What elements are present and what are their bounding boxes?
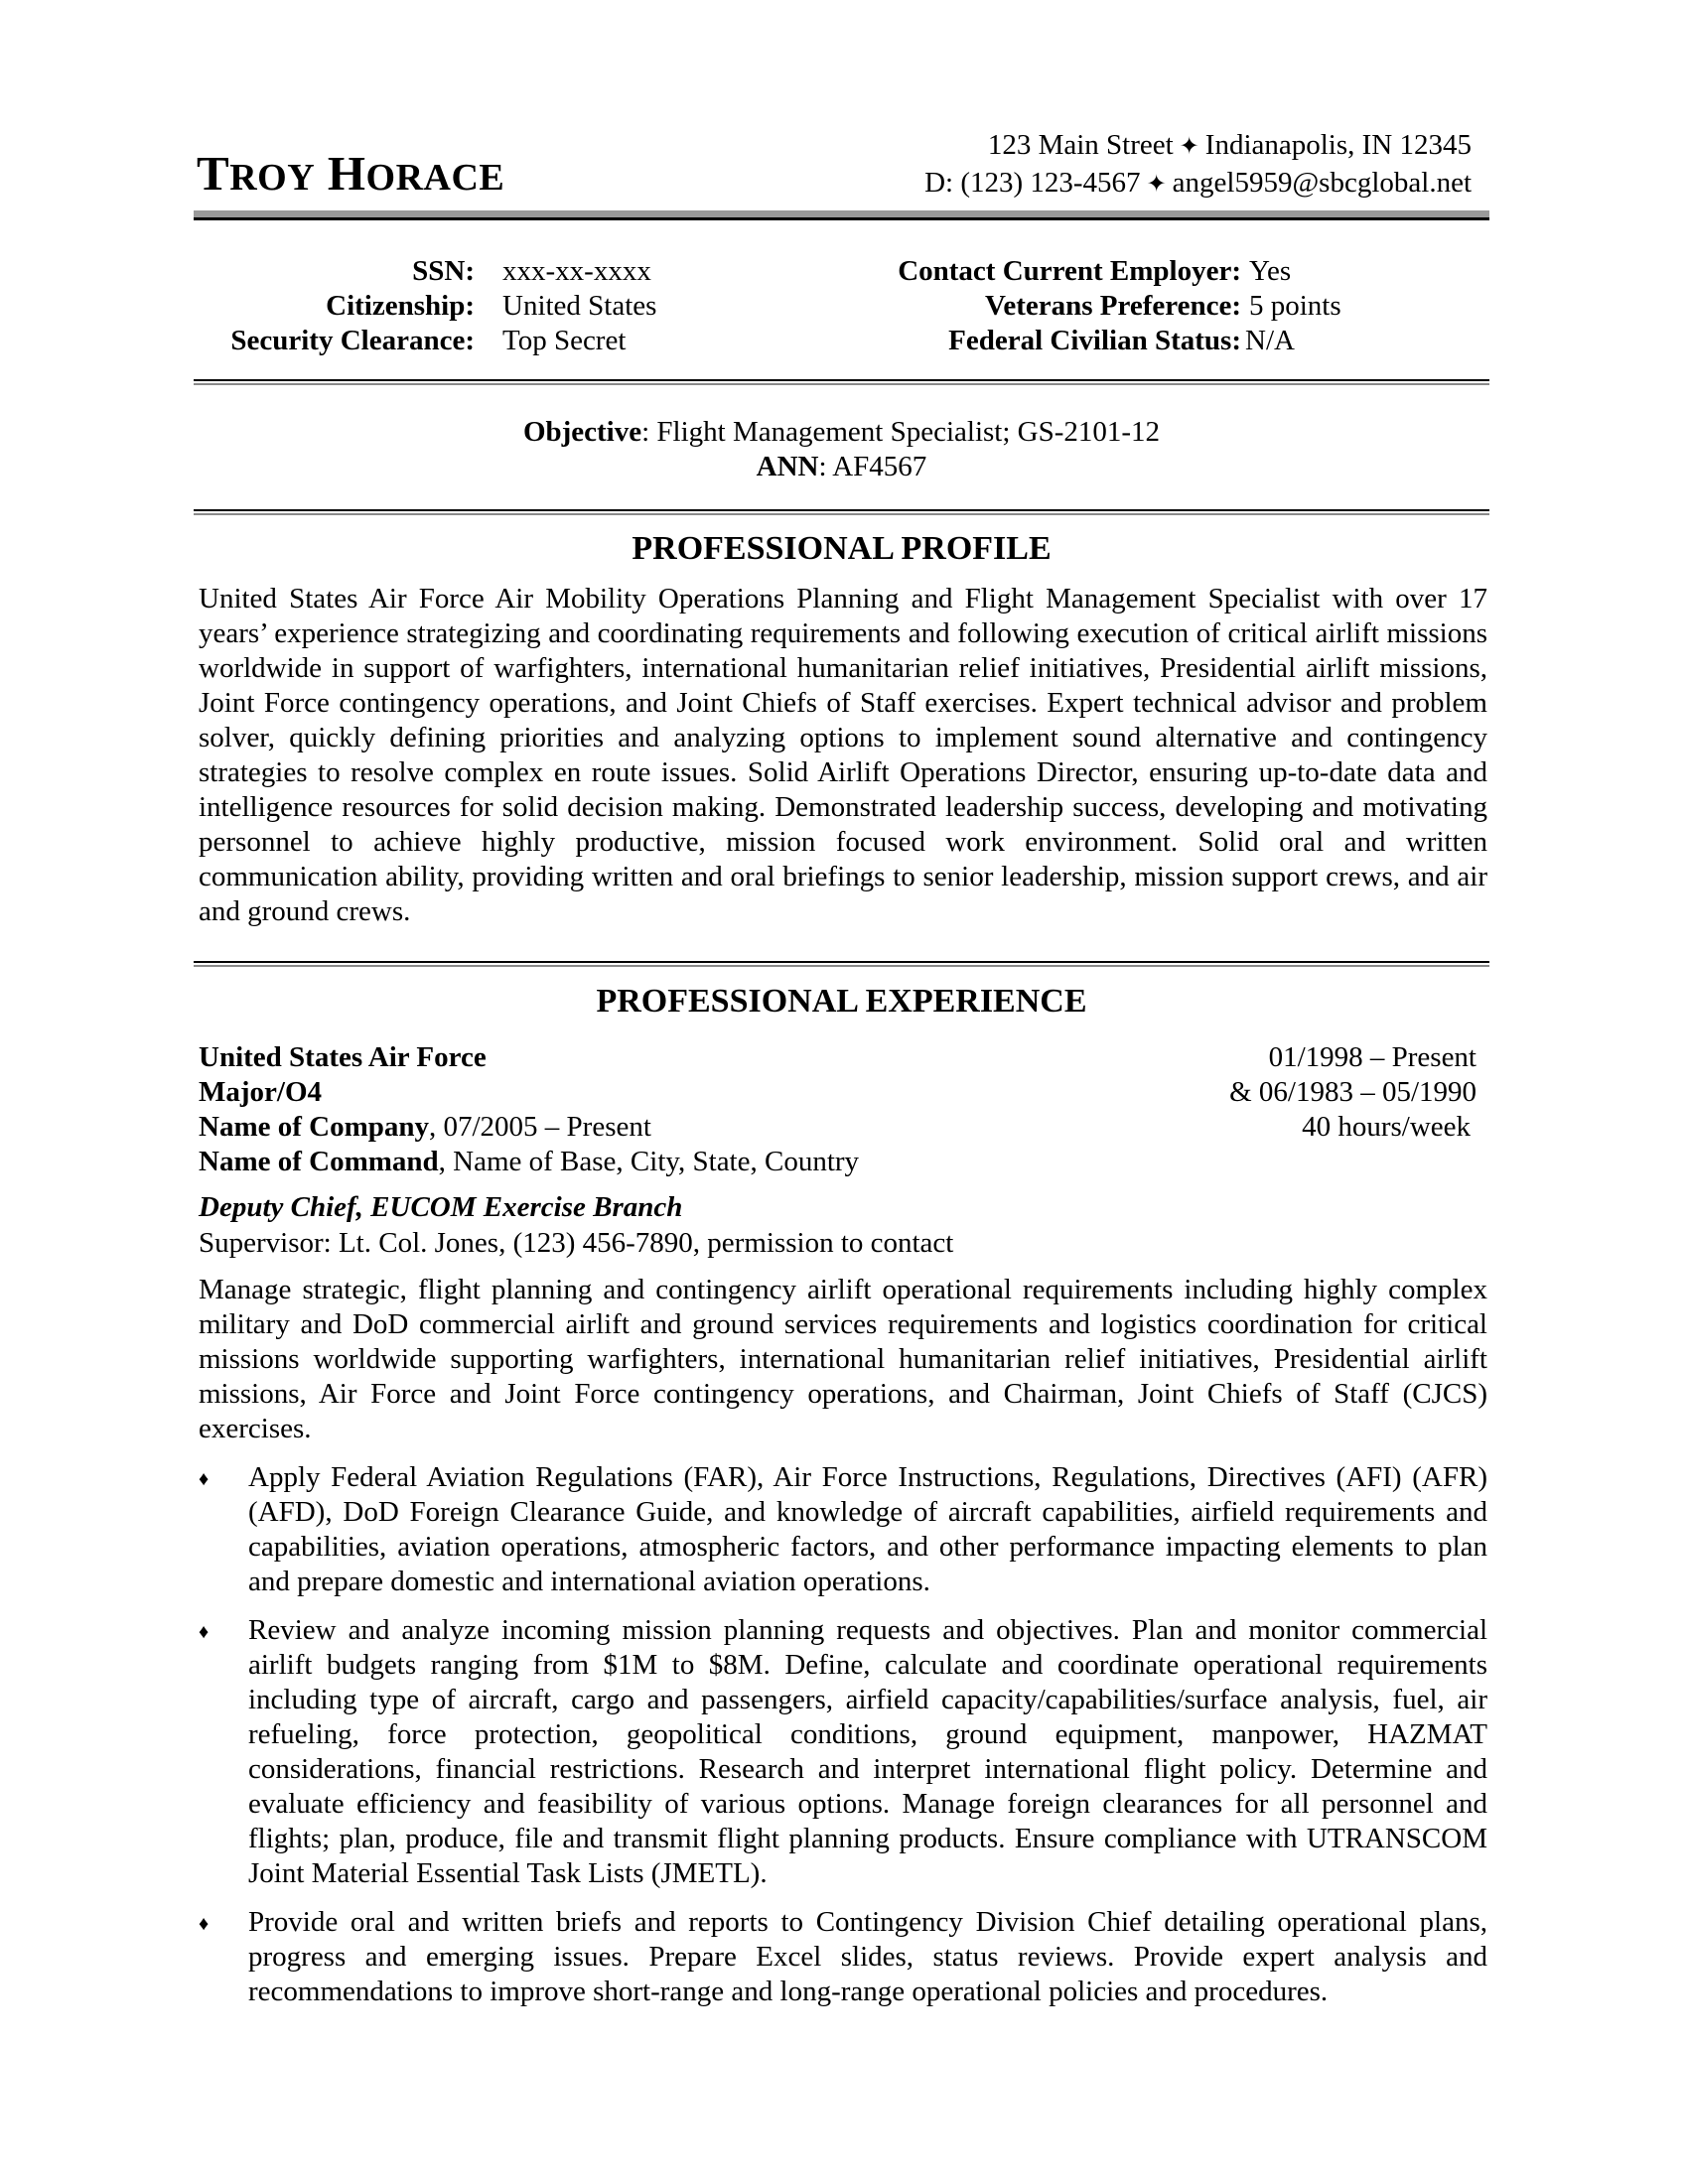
info-value: United States xyxy=(502,290,657,322)
info-row-clearance xyxy=(197,324,656,358)
candidate-name xyxy=(197,146,505,201)
name-last-initial: H xyxy=(327,146,366,201)
name-first-initial: T xyxy=(197,146,230,201)
name-first-rest: ROY xyxy=(229,157,316,199)
bullet-text: Apply Federal Aviation Regulations (FAR), Air Force Instructions, Regulations, Directives (AFI) (AFR) (AFD), DoD Foreign Clearance Guide, and knowledge of aircraft capabilities, airfield requirements and capabilities, aviation operations, atmospheric factors, and other performance impacting elements to plan and prepare domestic and international aviation operations. xyxy=(248,1461,1487,1597)
info-value: Yes xyxy=(1249,255,1292,287)
info-label: Federal Civilian Status: xyxy=(948,325,1241,356)
objective-value: Flight Management Specialist; GS-2101-12 xyxy=(656,416,1161,448)
employer-name: United States Air Force xyxy=(199,1041,487,1073)
diamond-bullet-icon: ♦ xyxy=(199,1621,210,1643)
profile-text: United States Air Force Air Mobility Operations Planning and Flight Management Specialist with over 17 years’ experience strategizing and coordinating requirements and following execution of critical airlift missions worldwide in support of warfighters, international humanitarian relief initiatives, Presidential airlift missions, Joint Force contingency operations, and Joint Chiefs of Staff exercises. Expert technical advisor and problem solver, quickly defining priorities and analyzing options to implement sound alternative and contingency strategies to resolve complex en route issues. Solid Airlift Operations Director, ensuring up-to-date data and intelligence resources for solid decision making. Demonstrated leadership success, developing and motivating personnel to achieve highly productive, mission focused work environment. Solid oral and written communication ability, providing written and oral briefings to senior leadership, mission support crews, and air and ground crews. xyxy=(199,583,1487,927)
company-line xyxy=(199,1110,859,1145)
info-row-federal-status xyxy=(854,324,1341,358)
list-item xyxy=(199,1905,1487,2009)
duties-list xyxy=(199,1460,1487,2023)
separator-star-icon: ✦ xyxy=(1146,172,1167,198)
employment-dates-2: & 06/1983 – 05/1990 xyxy=(1229,1076,1477,1108)
info-row-citizenship xyxy=(197,289,656,324)
objective-label: Objective xyxy=(522,416,642,448)
contact-block xyxy=(578,127,1472,203)
employment-dates-1: 01/1998 – Present xyxy=(1268,1041,1477,1073)
command-label: Name of Command xyxy=(199,1146,439,1177)
bullet-text: Provide oral and written briefs and reports to Contingency Division Chief detailing operational plans, progress and emerging issues. Prepare Excel slides, status reviews. Provide expert analysis and recommendations to improve short-range and long-range operational policies and procedures. xyxy=(248,1906,1487,2007)
employment-dates-block xyxy=(1229,1040,1477,1145)
ann-label: ANN xyxy=(756,451,819,482)
company-dates: , 07/2005 – Present xyxy=(429,1111,651,1143)
info-value: N/A xyxy=(1245,325,1295,356)
info-label: Veterans Preference: xyxy=(985,290,1241,322)
profile-heading: PROFESSIONAL PROFILE xyxy=(632,530,1052,567)
role-title: Deputy Chief, EUCOM Exercise Branch xyxy=(199,1191,683,1223)
profile-rule xyxy=(194,961,1489,967)
address-street: 123 Main Street xyxy=(987,129,1174,161)
supervisor-line: Supervisor: Lt. Col. Jones, (123) 456-7890, permission to contact xyxy=(199,1227,954,1259)
phone-email-line xyxy=(578,165,1472,203)
command-detail: , Name of Base, City, State, Country xyxy=(438,1146,860,1177)
info-label: Contact Current Employer: xyxy=(898,255,1241,287)
list-item xyxy=(199,1460,1487,1599)
email-address[interactable]: angel5959@sbcglobal.net xyxy=(1172,167,1472,199)
info-value: xxx-xx-xxxx xyxy=(502,255,651,287)
hours-per-week: 40 hours/week xyxy=(1302,1111,1471,1143)
header-rule xyxy=(194,210,1489,220)
objective-rule xyxy=(194,509,1489,515)
info-value: Top Secret xyxy=(502,325,627,356)
info-row-veterans xyxy=(854,289,1341,324)
objective-line: Objective: Flight Management Specialist; GS-2101-12 xyxy=(522,416,1161,448)
info-label: Security Clearance: xyxy=(230,325,475,356)
separator-star-icon: ✦ xyxy=(1179,134,1199,160)
personal-info-right xyxy=(854,254,1341,358)
experience-summary: Manage strategic, flight planning and contingency airlift operational requirements including highly complex military and DoD commercial airlift and ground services requirements and logistics coordination for critical missions worldwide supporting warfighters, international humanitarian relief initiatives, Presidential airlift missions, Air Force and Joint Force contingency operations, and Chairman, Joint Chiefs of Staff (CJCS) exercises. xyxy=(199,1274,1487,1444)
experience-heading: PROFESSIONAL EXPERIENCE xyxy=(596,983,1087,1020)
name-last-rest: ORACE xyxy=(365,157,505,199)
bullet-text: Review and analyze incoming mission planning requests and objectives. Plan and monitor commercial airlift budgets ranging from $1M to $8M. Define, calculate and coordinate operational requirements including type of aircraft, cargo and passengers, airfield capacity/capabilities/surface analysis, fuel, air refueling, force protection, geopolitical conditions, ground equipment, manpower, HAZMAT considerations, financial restrictions. Research and interpret international flight policy. Determine and evaluate efficiency and feasibility of various options. Manage foreign clearances for all personnel and flights; plan, produce, file and transmit flight planning products. Ensure compliance with UTRANSCOM Joint Material Essential Task Lists (JMETL). xyxy=(248,1614,1487,1889)
info-label: SSN: xyxy=(412,255,475,287)
address-city: Indianapolis, IN 12345 xyxy=(1204,129,1472,161)
ann-line: ANN: AF4567 xyxy=(756,451,927,482)
address-line xyxy=(578,127,1472,165)
diamond-bullet-icon: ♦ xyxy=(199,1913,210,1935)
info-row-ssn xyxy=(197,254,656,289)
info-rule xyxy=(194,379,1489,385)
company-label: Name of Company xyxy=(199,1111,429,1143)
employer-block xyxy=(199,1040,859,1179)
rank: Major/O4 xyxy=(199,1076,323,1108)
ann-value: AF4567 xyxy=(832,451,927,482)
objective-block xyxy=(194,415,1489,484)
command-line xyxy=(199,1145,859,1179)
list-item xyxy=(199,1613,1487,1891)
info-value: 5 points xyxy=(1249,290,1341,322)
info-row-contact-employer xyxy=(854,254,1341,289)
diamond-bullet-icon: ♦ xyxy=(199,1468,210,1490)
personal-info-left xyxy=(197,254,656,358)
phone-number: D: (123) 123-4567 xyxy=(924,167,1141,199)
info-label: Citizenship: xyxy=(326,290,475,322)
